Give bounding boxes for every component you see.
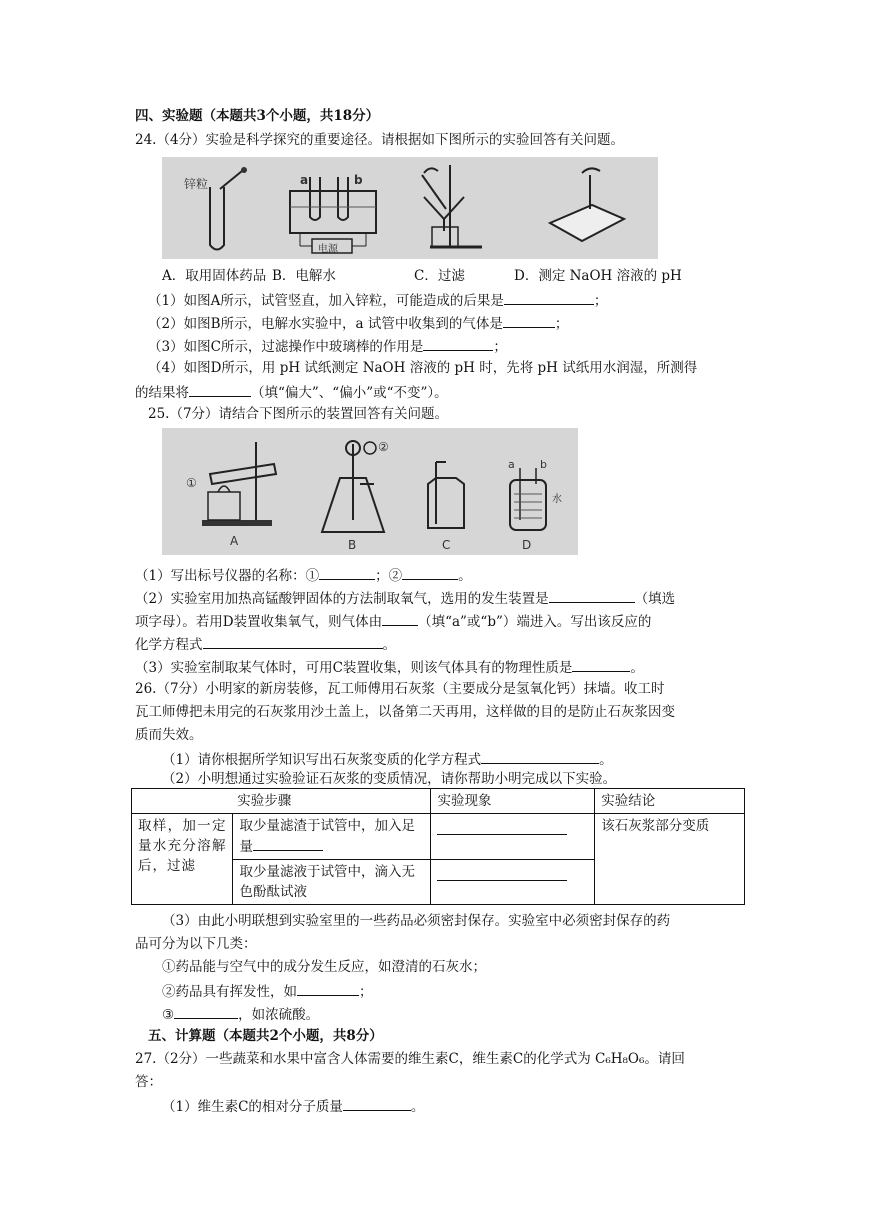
q24-caption-b: B．电解水 <box>272 268 336 284</box>
q25-part2-pre: （2）实验室用加热高锰酸钾固体的方法制取氧气，选用的发生装置是 <box>135 591 549 607</box>
q26-part2: （2）小明想通过实验验证石灰浆的变质情况，请你帮助小明完成以下实验。 <box>162 771 617 787</box>
label-C: C <box>442 538 451 552</box>
header-steps: 实验步骤 <box>132 789 431 814</box>
q24-part1-text: （1）如图A所示，试管竖直，加入锌粒，可能造成的后果是 <box>148 293 504 309</box>
q24-stem: 24.（4分）实验是科学探究的重要途径。请根据如下图所示的实验回答有关问题。 <box>135 132 625 148</box>
q26-category1: ①药品能与空气中的成分发生反应，如澄清的石灰水； <box>162 959 486 975</box>
q26-part1-end: 。 <box>599 752 613 768</box>
label-a: a <box>300 173 309 187</box>
q26-category2-pre: ②药品具有挥发性，如 <box>162 984 297 1000</box>
q24-part4-post: （填“偏大”、“偏小”或“不变”）。 <box>251 385 448 401</box>
section-5-title: 五、计算题（本题共2个小题，共8分） <box>148 1028 383 1044</box>
q24-part3-text: （3）如图C所示，过滤操作中玻璃棒的作用是 <box>148 339 424 355</box>
q26-part1-pre: （1）请你根据所学知识写出石灰浆变质的化学方程式 <box>162 752 482 768</box>
answer-blank[interactable] <box>189 382 251 397</box>
q24-part2-text: （2）如图B所示，电解水实验中，a 试管中收集到的气体是 <box>148 316 503 332</box>
answer-blank[interactable] <box>572 657 630 672</box>
label-power: 电源 <box>318 244 338 255</box>
q27-part1-pre: （1）维生素C的相对分子质量 <box>162 1099 343 1115</box>
label-b: b <box>354 173 363 187</box>
q25-figure <box>162 428 578 555</box>
experiment-table <box>131 788 745 905</box>
phenomenon-row1 <box>431 814 595 860</box>
q25-part2-line1 <box>135 588 675 608</box>
table-header-row <box>132 789 745 814</box>
q25-part2-line2 <box>135 611 651 631</box>
label-B: B <box>348 538 357 552</box>
step-main: 取样，加一定量水充分溶解后，过滤 <box>132 814 233 905</box>
q27-part1 <box>162 1096 424 1116</box>
q26-category2-end: ； <box>359 984 373 1000</box>
q24-part2-end: ； <box>554 316 569 332</box>
q26-category3 <box>162 1004 319 1024</box>
q24-figure <box>162 157 658 259</box>
q26-stem-line3: 质而失效。 <box>135 727 203 743</box>
answer-blank[interactable] <box>437 820 567 835</box>
q25-part2-post: （填选 <box>634 591 676 607</box>
q25-part1-pre: （1）写出标号仪器的名称：① <box>135 568 320 584</box>
q26-category3-pre: ③ <box>162 1007 175 1023</box>
q25-part1-mid: ；② <box>375 568 403 584</box>
answer-blank[interactable] <box>253 836 323 851</box>
q25-part3 <box>135 657 644 677</box>
q24-part4-line1: （4）如图D所示，用 pH 试纸测定 NaOH 溶液的 pH 时，先将 pH 试纸用水润湿，所测得 <box>148 360 698 376</box>
answer-blank[interactable] <box>297 981 359 996</box>
q24-part4-line2 <box>135 382 448 402</box>
q24-caption-c: C．过滤 <box>414 268 465 284</box>
step-row1-text: 取少量滤渣于试管中，加入足量 <box>239 818 415 855</box>
q25-part2c-end: 。 <box>382 637 396 653</box>
answer-blank[interactable] <box>343 1096 411 1111</box>
answer-blank[interactable] <box>203 634 383 649</box>
q25-apparatus-drawing <box>162 428 578 555</box>
answer-blank[interactable] <box>504 290 594 305</box>
answer-blank[interactable] <box>549 588 635 603</box>
q25-part3-end: 。 <box>630 660 644 676</box>
q26-stem-line1: 26.（7分）小明家的新房装修，瓦工师傅用石灰浆（主要成分是氢氧化钙）抹墙。收工时 <box>135 681 665 697</box>
step-row2: 取少量滤液于试管中，滴入无色酚酞试液 <box>233 860 431 905</box>
q25-part1 <box>135 565 472 585</box>
label-A: A <box>230 534 239 548</box>
q24-part1-end: ； <box>593 293 608 309</box>
label-d-b: b <box>540 458 547 471</box>
q26-category2 <box>162 981 373 1001</box>
q26-stem-line2: 瓦工师傅把未用完的石灰浆用沙土盖上，以备第二天再用，这样做的目的是防止石灰浆因变 <box>135 704 675 720</box>
table-row <box>132 814 745 860</box>
q24-part3 <box>148 336 507 356</box>
q27-stem-line1: 27.（2分）一些蔬菜和水果中富含人体需要的维生素C，维生素C的化学式为 C₆H₈O₆。请回 <box>135 1051 685 1067</box>
q24-caption-d: D．测定 NaOH 溶液的 pH <box>514 268 682 284</box>
q26-part1 <box>162 749 613 769</box>
q27-part1-end: 。 <box>410 1099 425 1115</box>
label-d-a: a <box>508 458 515 471</box>
q25-part2b-post: （填“a”或“b”）端进入。写出该反应的 <box>418 614 652 630</box>
answer-blank[interactable] <box>174 1004 238 1019</box>
label-zinc: 锌粒 <box>184 177 209 191</box>
q24-caption-a: A．取用固体药品 <box>162 268 267 284</box>
q26-category3-post: ，如浓硫酸。 <box>238 1007 320 1023</box>
q27-stem-line2: 答： <box>135 1074 162 1090</box>
q24-part2 <box>148 313 568 333</box>
answer-blank[interactable] <box>402 565 458 580</box>
section-4-title: 四、实验题（本题共3个小题，共18分） <box>135 108 380 124</box>
conclusion-cell: 该石灰浆部分变质 <box>595 814 745 905</box>
q24-part4-pre: 的结果将 <box>135 385 189 401</box>
label-2: ② <box>378 440 389 454</box>
q24-apparatus-drawing <box>162 157 658 259</box>
phenomenon-row2 <box>431 860 595 905</box>
answer-blank[interactable] <box>481 749 599 764</box>
q25-part2-line3 <box>135 634 396 654</box>
q25-part2b-pre: 项字母）。若用D装置收集氧气，则气体由 <box>135 614 383 630</box>
q26-part3-line2: 品可分为以下几类： <box>135 936 257 952</box>
q25-part2c-pre: 化学方程式 <box>135 637 203 653</box>
q24-part3-end: ； <box>493 339 507 355</box>
answer-blank[interactable] <box>382 611 418 626</box>
answer-blank[interactable] <box>437 866 567 881</box>
header-conclusion: 实验结论 <box>595 789 745 814</box>
label-water: 水 <box>552 494 562 505</box>
q25-part1-end: 。 <box>458 568 472 584</box>
header-phenomena: 实验现象 <box>431 789 595 814</box>
q25-part3-pre: （3）实验室制取某气体时，可用C装置收集，则该气体具有的物理性质是 <box>135 660 573 676</box>
answer-blank[interactable] <box>423 336 493 351</box>
q25-stem: 25.（7分）请结合下图所示的装置回答有关问题。 <box>148 406 449 422</box>
label-1: ① <box>186 476 197 490</box>
q26-part3-line1: （3）由此小明联想到实验室里的一些药品必须密封保存。实验室中必须密封保存的药 <box>162 913 671 929</box>
step-row1 <box>233 814 431 860</box>
answer-blank[interactable] <box>503 313 555 328</box>
label-D: D <box>522 538 532 552</box>
answer-blank[interactable] <box>319 565 375 580</box>
q24-part1 <box>148 290 607 310</box>
